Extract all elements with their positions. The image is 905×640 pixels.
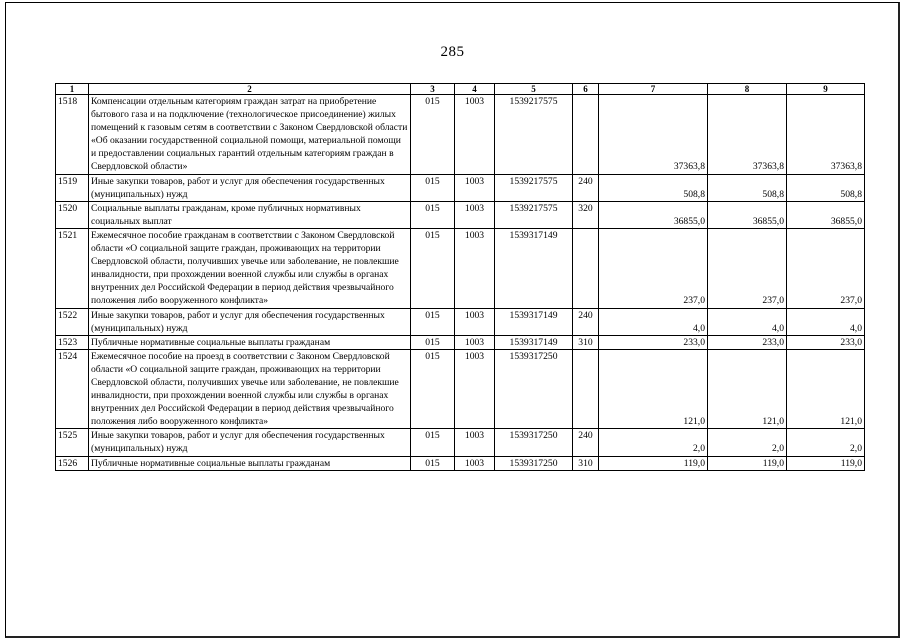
cell-amount-9: 36855,0 [787, 201, 865, 228]
cell-amount-9: 37363,8 [787, 95, 865, 175]
column-header: 3 [411, 84, 455, 95]
cell-ministry-code: 015 [411, 308, 455, 335]
row-number: 1521 [56, 228, 89, 308]
budget-table [55, 83, 865, 471]
row-description: Публичные нормативные социальные выплаты гражданам [89, 335, 411, 349]
row-number: 1518 [56, 95, 89, 175]
cell-section-code: 1003 [455, 429, 495, 456]
cell-amount-7: 119,0 [599, 456, 708, 470]
cell-expense-type: 240 [573, 308, 599, 335]
column-header: 6 [573, 84, 599, 95]
column-header: 2 [89, 84, 411, 95]
cell-target-code: 1539317250 [495, 349, 573, 429]
row-description: Ежемесячное пособие гражданам в соответствии с Законом Свердловской области «О социальной защите граждан, проживающих на территории Свердловской области, получивших увечье или заболевание, не повлекшие инвалидности, при прохождении военной службы или службы в органах внутренних дел Российской Федерации в период действия чрезвычайного положения либо вооруженного конфликта» [89, 228, 411, 308]
table-row [56, 456, 865, 470]
cell-amount-8: 4,0 [708, 308, 787, 335]
cell-amount-8: 121,0 [708, 349, 787, 429]
cell-amount-7: 508,8 [599, 174, 708, 201]
table-row [56, 174, 865, 201]
column-header: 5 [495, 84, 573, 95]
table-row [56, 429, 865, 456]
column-header: 4 [455, 84, 495, 95]
cell-target-code: 1539317250 [495, 429, 573, 456]
row-description: Иные закупки товаров, работ и услуг для обеспечения государственных (муниципальных) нужд [89, 429, 411, 456]
cell-amount-7: 233,0 [599, 335, 708, 349]
cell-amount-9: 237,0 [787, 228, 865, 308]
row-description: Публичные нормативные социальные выплаты гражданам [89, 456, 411, 470]
cell-amount-8: 508,8 [708, 174, 787, 201]
cell-target-code: 1539317250 [495, 456, 573, 470]
cell-amount-8: 37363,8 [708, 95, 787, 175]
cell-amount-9: 121,0 [787, 349, 865, 429]
cell-amount-7: 4,0 [599, 308, 708, 335]
cell-section-code: 1003 [455, 335, 495, 349]
row-number: 1519 [56, 174, 89, 201]
cell-amount-8: 237,0 [708, 228, 787, 308]
cell-ministry-code: 015 [411, 335, 455, 349]
cell-section-code: 1003 [455, 308, 495, 335]
column-header: 9 [787, 84, 865, 95]
cell-amount-7: 121,0 [599, 349, 708, 429]
row-number: 1520 [56, 201, 89, 228]
cell-amount-9: 119,0 [787, 456, 865, 470]
cell-section-code: 1003 [455, 349, 495, 429]
cell-amount-9: 233,0 [787, 335, 865, 349]
cell-expense-type: 240 [573, 429, 599, 456]
cell-amount-9: 2,0 [787, 429, 865, 456]
row-number: 1523 [56, 335, 89, 349]
cell-ministry-code: 015 [411, 349, 455, 429]
cell-target-code: 1539317149 [495, 228, 573, 308]
cell-amount-9: 508,8 [787, 174, 865, 201]
cell-ministry-code: 015 [411, 201, 455, 228]
row-description: Иные закупки товаров, работ и услуг для обеспечения государственных (муниципальных) нужд [89, 308, 411, 335]
table-row [56, 228, 865, 308]
cell-target-code: 1539317149 [495, 308, 573, 335]
cell-target-code: 1539217575 [495, 201, 573, 228]
cell-expense-type: 320 [573, 201, 599, 228]
table-row [56, 95, 865, 175]
cell-section-code: 1003 [455, 228, 495, 308]
cell-amount-8: 36855,0 [708, 201, 787, 228]
row-number: 1524 [56, 349, 89, 429]
cell-expense-type [573, 95, 599, 175]
cell-amount-7: 37363,8 [599, 95, 708, 175]
row-number: 1525 [56, 429, 89, 456]
cell-ministry-code: 015 [411, 174, 455, 201]
cell-expense-type [573, 349, 599, 429]
column-header: 8 [708, 84, 787, 95]
cell-target-code: 1539217575 [495, 174, 573, 201]
row-description: Компенсации отдельным категориям граждан затрат на приобретение бытового газа и на подключение (технологическое присоединение) жилых помещений к газовым сетям в соответствии с Законом Свердловской области «Об оказании государственной социальной помощи, материальной помощи и предоставлении социальных гарантий отдельным категориям граждан в Свердловской области» [89, 95, 411, 175]
row-number: 1522 [56, 308, 89, 335]
cell-ministry-code: 015 [411, 228, 455, 308]
page-number: 285 [440, 44, 465, 60]
cell-amount-7: 237,0 [599, 228, 708, 308]
table-row [56, 335, 865, 349]
cell-amount-7: 2,0 [599, 429, 708, 456]
cell-amount-7: 36855,0 [599, 201, 708, 228]
cell-amount-8: 2,0 [708, 429, 787, 456]
column-header: 1 [56, 84, 89, 95]
cell-section-code: 1003 [455, 201, 495, 228]
cell-target-code: 1539217575 [495, 95, 573, 175]
cell-expense-type: 240 [573, 174, 599, 201]
row-number: 1526 [56, 456, 89, 470]
header-row [56, 84, 865, 95]
cell-target-code: 1539317149 [495, 335, 573, 349]
cell-expense-type: 310 [573, 335, 599, 349]
row-description: Иные закупки товаров, работ и услуг для обеспечения государственных (муниципальных) нужд [89, 174, 411, 201]
cell-ministry-code: 015 [411, 456, 455, 470]
table-row [56, 201, 865, 228]
cell-amount-9: 4,0 [787, 308, 865, 335]
row-description: Социальные выплаты гражданам, кроме публичных нормативных социальных выплат [89, 201, 411, 228]
cell-section-code: 1003 [455, 174, 495, 201]
cell-amount-8: 233,0 [708, 335, 787, 349]
cell-expense-type [573, 228, 599, 308]
cell-ministry-code: 015 [411, 429, 455, 456]
cell-amount-8: 119,0 [708, 456, 787, 470]
cell-ministry-code: 015 [411, 95, 455, 175]
cell-expense-type: 310 [573, 456, 599, 470]
column-header: 7 [599, 84, 708, 95]
cell-section-code: 1003 [455, 456, 495, 470]
table-row [56, 349, 865, 429]
cell-section-code: 1003 [455, 95, 495, 175]
table-row [56, 308, 865, 335]
row-description: Ежемесячное пособие на проезд в соответствии с Законом Свердловской области «О социальной защите граждан, проживающих на территории Свердловской области, получивших увечье или заболевание, не повлекшие инвалидности, при прохождении военной службы или службы в органах внутренних дел Российской Федерации в период действия чрезвычайного положения либо вооруженного конфликта» [89, 349, 411, 429]
